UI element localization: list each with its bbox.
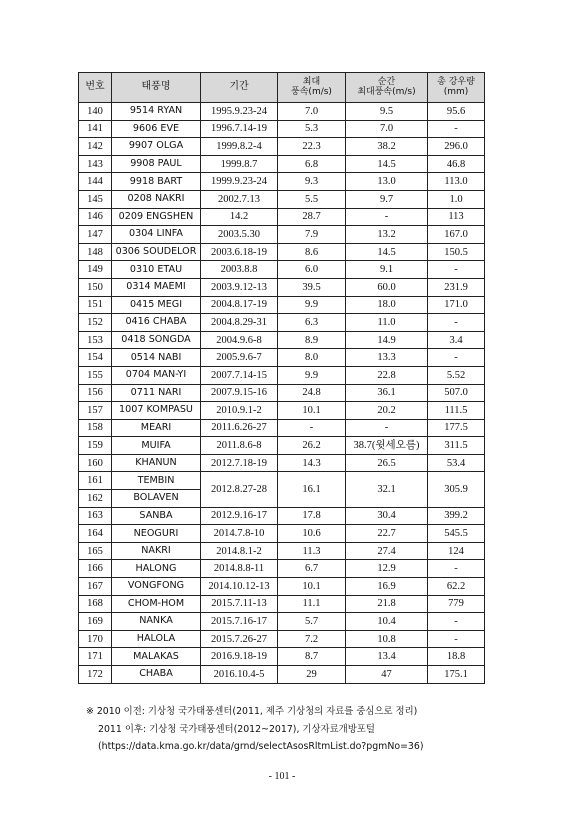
cell-rain: - [428, 314, 485, 332]
cell-no: 154 [79, 349, 112, 367]
cell-no: 170 [79, 630, 112, 648]
table-row [79, 226, 485, 244]
cell-wind: 10.6 [278, 525, 346, 543]
cell-rain: 296.0 [428, 138, 485, 156]
cell-gust: 27.4 [346, 542, 428, 560]
cell-no: 140 [79, 103, 112, 121]
table-row [79, 314, 485, 332]
cell-no: 149 [79, 261, 112, 279]
cell-period: 2003.9.12-13 [201, 278, 278, 296]
cell-period: 2007.7.14-15 [201, 366, 278, 384]
table-row [79, 138, 485, 156]
cell-gust: - [346, 419, 428, 437]
cell-rain: - [428, 261, 485, 279]
cell-no: 167 [79, 578, 112, 596]
table-row [79, 173, 485, 191]
cell-wind: 39.5 [278, 278, 346, 296]
cell-period: 1999.9.23-24 [201, 173, 278, 191]
cell-wind: 6.7 [278, 560, 346, 578]
source-notes [86, 703, 424, 756]
table-row [79, 190, 485, 208]
note-line-2: 2011 이후: 기상청 국가태풍센터(2012~2017), 기상자료개방포털 [98, 723, 375, 735]
table-row [79, 296, 485, 314]
cell-name: 0208 NAKRI [112, 190, 201, 208]
cell-rain: - [428, 613, 485, 631]
cell-gust: 18.0 [346, 296, 428, 314]
cell-rain: 53.4 [428, 454, 485, 472]
cell-wind: 7.0 [278, 103, 346, 121]
cell-no: 147 [79, 226, 112, 244]
cell-period: 2015.7.11-13 [201, 595, 278, 613]
table-row [79, 120, 485, 138]
cell-rain: 167.0 [428, 226, 485, 244]
cell-period: 14.2 [201, 208, 278, 226]
cell-no: 168 [79, 595, 112, 613]
table-row [79, 419, 485, 437]
cell-gust: 13.2 [346, 226, 428, 244]
cell-rain: 177.5 [428, 419, 485, 437]
cell-period: 2012.8.27-28 [201, 472, 278, 507]
cell-gust: 30.4 [346, 507, 428, 525]
header-rain-bottom: (mm) [443, 86, 469, 97]
table-row [79, 384, 485, 402]
cell-no: 169 [79, 613, 112, 631]
table-row [79, 560, 485, 578]
cell-no: 163 [79, 507, 112, 525]
cell-gust: 26.5 [346, 454, 428, 472]
cell-rain: 111.5 [428, 402, 485, 420]
cell-gust: 13.0 [346, 173, 428, 191]
cell-gust: 10.4 [346, 613, 428, 631]
cell-wind: 29 [278, 666, 346, 684]
cell-period: 2015.7.26-27 [201, 630, 278, 648]
table-row [79, 542, 485, 560]
cell-name: 0310 ETAU [112, 261, 201, 279]
note-line-3: (https://data.kma.go.kr/data/grnd/selectAsosRltmList.do?pgmNo=36) [98, 741, 424, 752]
cell-no: 145 [79, 190, 112, 208]
table-row [79, 472, 485, 490]
cell-wind: 8.6 [278, 243, 346, 261]
cell-name: 0415 MEGI [112, 296, 201, 314]
cell-wind: 8.7 [278, 648, 346, 666]
cell-no: 150 [79, 278, 112, 296]
table-row [79, 261, 485, 279]
cell-rain: 113.0 [428, 173, 485, 191]
cell-wind: 5.3 [278, 120, 346, 138]
cell-gust: 22.7 [346, 525, 428, 543]
cell-gust: 60.0 [346, 278, 428, 296]
table-row [79, 507, 485, 525]
cell-wind: 9.9 [278, 366, 346, 384]
cell-rain: 150.5 [428, 243, 485, 261]
cell-rain: 1.0 [428, 190, 485, 208]
cell-period: 2014.10.12-13 [201, 578, 278, 596]
cell-gust: 14.5 [346, 243, 428, 261]
cell-name: CHOM-HOM [112, 595, 201, 613]
cell-period: 2007.9.15-16 [201, 384, 278, 402]
cell-rain: - [428, 630, 485, 648]
cell-rain: 399.2 [428, 507, 485, 525]
cell-name: 0514 NABI [112, 349, 201, 367]
cell-name: 0416 CHABA [112, 314, 201, 332]
cell-rain: 5.52 [428, 366, 485, 384]
table-row [79, 366, 485, 384]
cell-name: NEOGURI [112, 525, 201, 543]
cell-no: 151 [79, 296, 112, 314]
cell-wind: 11.1 [278, 595, 346, 613]
cell-no: 164 [79, 525, 112, 543]
cell-name: 0711 NARI [112, 384, 201, 402]
header-max-wind-top: 최대 [302, 77, 321, 88]
cell-period: 2014.8.1-2 [201, 542, 278, 560]
cell-name: 9514 RYAN [112, 103, 201, 121]
cell-wind: 10.1 [278, 578, 346, 596]
cell-gust: - [346, 208, 428, 226]
cell-wind: 7.2 [278, 630, 346, 648]
cell-gust: 13.3 [346, 349, 428, 367]
table-row [79, 525, 485, 543]
cell-no: 162 [79, 490, 112, 508]
cell-period: 2012.9.16-17 [201, 507, 278, 525]
cell-rain: 171.0 [428, 296, 485, 314]
cell-period: 2014.7.8-10 [201, 525, 278, 543]
cell-rain: 46.8 [428, 155, 485, 173]
cell-wind: 6.8 [278, 155, 346, 173]
table-header-row [79, 73, 485, 103]
table-body [79, 103, 485, 684]
cell-wind: 5.7 [278, 613, 346, 631]
cell-no: 165 [79, 542, 112, 560]
cell-gust: 13.4 [346, 648, 428, 666]
cell-rain: 124 [428, 542, 485, 560]
header-max-wind [278, 73, 346, 103]
cell-period: 1999.8.7 [201, 155, 278, 173]
cell-gust: 21.8 [346, 595, 428, 613]
cell-wind: 9.9 [278, 296, 346, 314]
cell-period: 2011.8.6-8 [201, 437, 278, 455]
cell-rain: 175.1 [428, 666, 485, 684]
cell-name: MALAKAS [112, 648, 201, 666]
cell-period: 2004.8.29-31 [201, 314, 278, 332]
note-line-1: ※ 2010 이전: 기상청 국가태풍센터(2011, 제주 기상청의 자료를 중심으로 정리) [86, 706, 418, 717]
cell-wind: 28.7 [278, 208, 346, 226]
cell-wind: 24.8 [278, 384, 346, 402]
cell-period: 2002.7.13 [201, 190, 278, 208]
cell-name: VONGFONG [112, 578, 201, 596]
cell-gust: 36.1 [346, 384, 428, 402]
cell-rain: 507.0 [428, 384, 485, 402]
cell-wind: 11.3 [278, 542, 346, 560]
cell-rain: 545.5 [428, 525, 485, 543]
table-row [79, 648, 485, 666]
header-gust-top: 순간 [377, 77, 396, 88]
cell-gust: 14.9 [346, 331, 428, 349]
table-row [79, 630, 485, 648]
cell-no: 146 [79, 208, 112, 226]
cell-no: 155 [79, 366, 112, 384]
cell-gust: 9.1 [346, 261, 428, 279]
cell-no: 166 [79, 560, 112, 578]
cell-rain: 779 [428, 595, 485, 613]
cell-period: 1996.7.14-19 [201, 120, 278, 138]
cell-period: 2011.6.26-27 [201, 419, 278, 437]
cell-gust: 7.0 [346, 120, 428, 138]
cell-name: MEARI [112, 419, 201, 437]
table-row [79, 454, 485, 472]
cell-name: 9908 PAUL [112, 155, 201, 173]
table-row [79, 103, 485, 121]
cell-gust: 32.1 [346, 472, 428, 507]
cell-no: 172 [79, 666, 112, 684]
cell-period: 2016.9.18-19 [201, 648, 278, 666]
cell-name: 9907 OLGA [112, 138, 201, 156]
cell-wind: 14.3 [278, 454, 346, 472]
cell-wind: 17.8 [278, 507, 346, 525]
cell-rain: - [428, 560, 485, 578]
cell-gust: 9.5 [346, 103, 428, 121]
cell-name: 9918 BART [112, 173, 201, 191]
cell-no: 159 [79, 437, 112, 455]
cell-gust: 10.8 [346, 630, 428, 648]
cell-name: NANKA [112, 613, 201, 631]
cell-no: 144 [79, 173, 112, 191]
header-max-wind-bottom: 풍속(m/s) [291, 86, 332, 97]
table-row [79, 349, 485, 367]
cell-period: 2010.9.1-2 [201, 402, 278, 420]
cell-gust: 22.8 [346, 366, 428, 384]
cell-gust: 11.0 [346, 314, 428, 332]
header-rain-top: 총 강우량 [437, 77, 475, 88]
table-row [79, 437, 485, 455]
cell-rain: 95.6 [428, 103, 485, 121]
cell-gust: 38.2 [346, 138, 428, 156]
cell-name: HALOLA [112, 630, 201, 648]
cell-rain: 62.2 [428, 578, 485, 596]
page-number: - 101 - [268, 771, 296, 782]
cell-name: CHABA [112, 666, 201, 684]
header-rain [428, 73, 485, 103]
cell-name: BOLAVEN [112, 490, 201, 508]
cell-wind: 9.3 [278, 173, 346, 191]
cell-name: 0306 SOUDELOR [112, 243, 201, 261]
cell-wind: 16.1 [278, 472, 346, 507]
cell-name: MUIFA [112, 437, 201, 455]
cell-name: 0704 MAN-YI [112, 366, 201, 384]
header-gust [346, 73, 428, 103]
header-no: 번호 [79, 73, 112, 103]
cell-no: 142 [79, 138, 112, 156]
cell-gust: 12.9 [346, 560, 428, 578]
cell-wind: 10.1 [278, 402, 346, 420]
cell-no: 158 [79, 419, 112, 437]
cell-name: KHANUN [112, 454, 201, 472]
table-row [79, 595, 485, 613]
cell-period: 2012.7.18-19 [201, 454, 278, 472]
cell-wind: 7.9 [278, 226, 346, 244]
cell-no: 171 [79, 648, 112, 666]
cell-name: 0304 LINFA [112, 226, 201, 244]
table-row [79, 666, 485, 684]
cell-name: 0418 SONGDA [112, 331, 201, 349]
cell-wind: 22.3 [278, 138, 346, 156]
cell-period: 2004.9.6-8 [201, 331, 278, 349]
cell-wind: - [278, 419, 346, 437]
cell-period: 1999.8.2-4 [201, 138, 278, 156]
cell-period: 2014.8.8-11 [201, 560, 278, 578]
table-row [79, 578, 485, 596]
cell-gust: 20.2 [346, 402, 428, 420]
cell-wind: 8.9 [278, 331, 346, 349]
cell-name: 1007 KOMPASU [112, 402, 201, 420]
cell-wind: 26.2 [278, 437, 346, 455]
cell-name: 0209 ENGSHEN [112, 208, 201, 226]
cell-period: 1995.9.23-24 [201, 103, 278, 121]
cell-no: 156 [79, 384, 112, 402]
cell-gust: 14.5 [346, 155, 428, 173]
cell-period: 2015.7.16-17 [201, 613, 278, 631]
cell-period: 2003.6.18-19 [201, 243, 278, 261]
cell-no: 141 [79, 120, 112, 138]
table-row [79, 155, 485, 173]
cell-rain: 113 [428, 208, 485, 226]
cell-gust: 16.9 [346, 578, 428, 596]
cell-period: 2005.9.6-7 [201, 349, 278, 367]
table-row [79, 243, 485, 261]
typhoon-table [78, 72, 485, 684]
cell-period: 2003.8.8 [201, 261, 278, 279]
cell-no: 161 [79, 472, 112, 490]
header-name: 태풍명 [112, 73, 201, 103]
cell-wind: 8.0 [278, 349, 346, 367]
cell-wind: 6.0 [278, 261, 346, 279]
cell-name: TEMBIN [112, 472, 201, 490]
cell-period: 2004.8.17-19 [201, 296, 278, 314]
cell-gust: 47 [346, 666, 428, 684]
header-period: 기간 [201, 73, 278, 103]
table-row [79, 613, 485, 631]
cell-name: 0314 MAEMI [112, 278, 201, 296]
cell-no: 157 [79, 402, 112, 420]
cell-no: 153 [79, 331, 112, 349]
header-gust-bottom: 최대풍속(m/s) [357, 86, 416, 97]
cell-no: 160 [79, 454, 112, 472]
cell-name: 9606 EVE [112, 120, 201, 138]
table-row [79, 402, 485, 420]
cell-name: SANBA [112, 507, 201, 525]
cell-rain: 311.5 [428, 437, 485, 455]
cell-rain: - [428, 349, 485, 367]
cell-wind: 6.3 [278, 314, 346, 332]
cell-rain: 231.9 [428, 278, 485, 296]
cell-rain: - [428, 120, 485, 138]
cell-name: NAKRI [112, 542, 201, 560]
cell-no: 143 [79, 155, 112, 173]
cell-period: 2003.5.30 [201, 226, 278, 244]
cell-wind: 5.5 [278, 190, 346, 208]
table-row [79, 208, 485, 226]
table-row [79, 278, 485, 296]
cell-no: 148 [79, 243, 112, 261]
cell-gust: 9.7 [346, 190, 428, 208]
cell-period: 2016.10.4-5 [201, 666, 278, 684]
table-row [79, 331, 485, 349]
cell-no: 152 [79, 314, 112, 332]
cell-gust: 38.7(윗세오름) [346, 437, 428, 455]
cell-name: HALONG [112, 560, 201, 578]
cell-rain: 305.9 [428, 472, 485, 507]
cell-rain: 3.4 [428, 331, 485, 349]
cell-rain: 18.8 [428, 648, 485, 666]
